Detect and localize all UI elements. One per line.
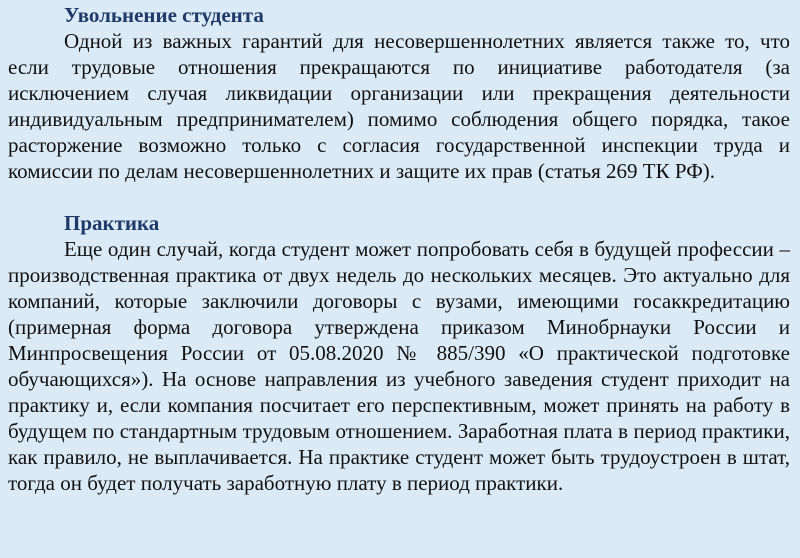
section-title: Практика — [64, 211, 160, 235]
section-title: Увольнение студента — [64, 3, 264, 27]
section-paragraph: Одной из важных гарантий для несовершеннолетних является также то, что если трудовые отношения прекращаются по инициативе работодателя (за исключением случая ликвидации организации или прекращения деятельности индивидуальным предпринимателем) помимо соблюдения общего порядка, такое расторжение возможно только с согласия государственной инспекции труда и комиссии по делам несовершеннолетних и защите их прав (статья 269 ТК РФ). — [8, 29, 790, 183]
section-practice — [8, 210, 790, 496]
section-paragraph: Еще один случай, когда студент может попробовать себя в будущей профессии – производственная практика от двух недель до нескольких месяцев. Это актуально для компаний, которые заключили договоры с вузами, имеющими госаккредитацию (примерная форма договора утверждена приказом Минобрнауки России и Минпросвещения России от 05.08.2020 № 885/390 «О практической подготовке обучающихся»). На основе направления из учебного заведения студент приходит на практику и, если компания посчитает его перспективным, может принять на работу в будущем по стандартным трудовым отношением. Заработная плата в период практики, как правило, не выплачивается. На практике студент может быть трудоустроен в штат, тогда он будет получать заработную плату в период практики. — [8, 237, 790, 495]
section-spacer — [8, 184, 790, 210]
section-dismissal — [8, 2, 790, 184]
